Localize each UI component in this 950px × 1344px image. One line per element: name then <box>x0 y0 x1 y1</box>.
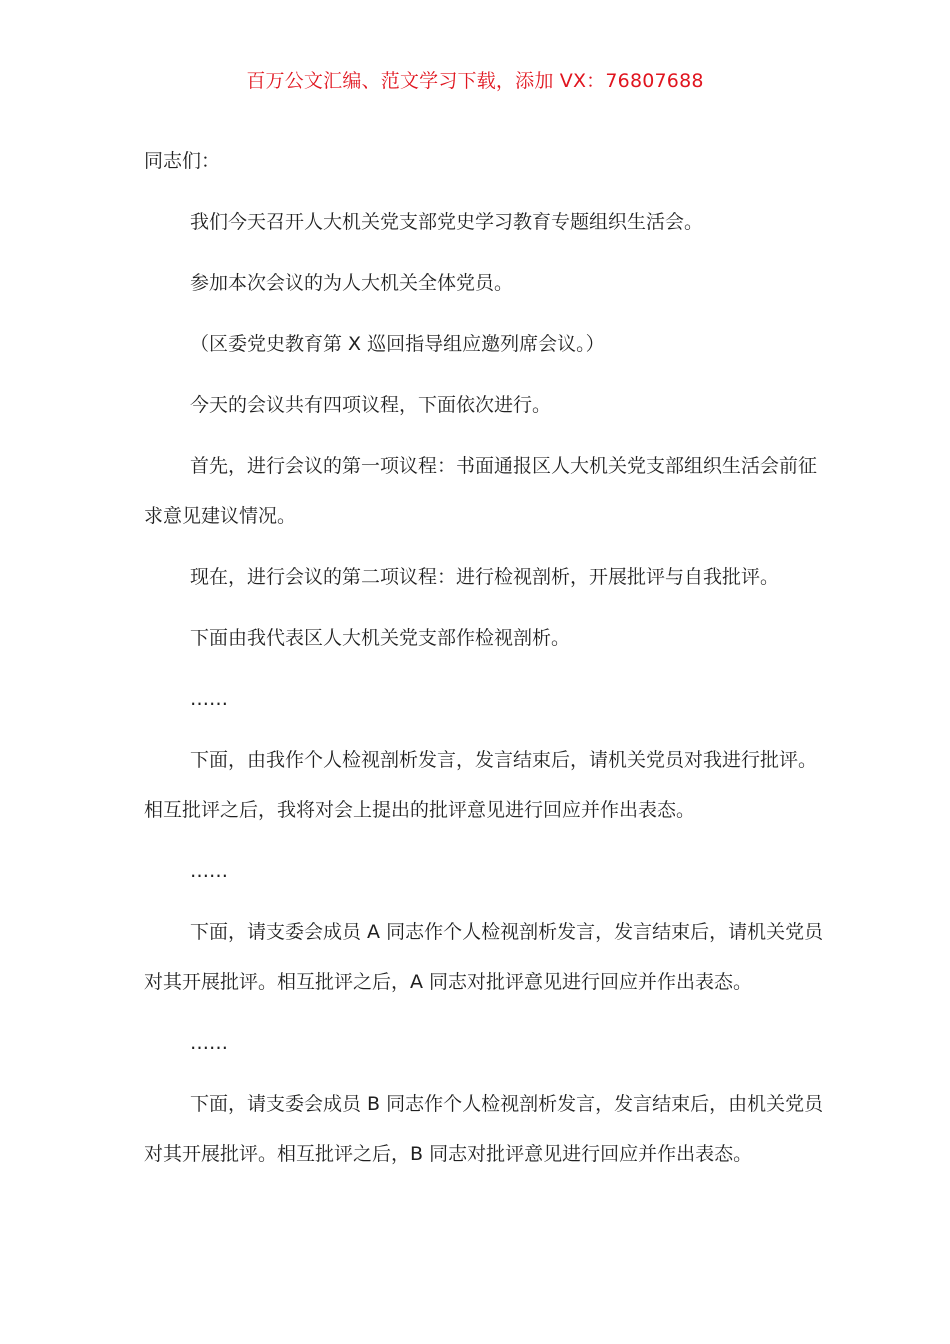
ellipsis-line: …… <box>190 688 228 710</box>
paragraph: 下面，请支委会成员 B 同志作个人检视剖析发言，发言结束后，由机关党员对其开展批评。相互批评之后，B 同志对批评意见进行回应并作出表态。 <box>144 1093 824 1165</box>
watermark-banner: 百万公文汇编、范文学习下载，添加 VX：76807688 <box>246 70 704 92</box>
ellipsis-line: …… <box>190 860 228 882</box>
paragraph: 我们今天召开人大机关党支部党史学习教育专题组织生活会。 <box>190 211 704 233</box>
paragraph: 参加本次会议的为人大机关全体党员。 <box>190 272 514 294</box>
paragraph: （区委党史教育第 X 巡回指导组应邀列席会议。） <box>190 333 605 355</box>
paragraph: 下面，由我作个人检视剖析发言，发言结束后，请机关党员对我进行批评。相互批评之后，我将对会上提出的批评意见进行回应并作出表态。 <box>144 749 818 821</box>
paragraph: 首先，进行会议的第一项议程：书面通报区人大机关党支部组织生活会前征求意见建议情况。 <box>144 455 818 527</box>
document-body <box>144 136 824 1179</box>
ellipsis-line: …… <box>190 1032 228 1054</box>
paragraph: 今天的会议共有四项议程，下面依次进行。 <box>190 394 552 416</box>
paragraph: 现在，进行会议的第二项议程：进行检视剖析，开展批评与自我批评。 <box>190 566 780 588</box>
salutation: 同志们： <box>144 150 221 172</box>
paragraph: 下面由我代表区人大机关党支部作检视剖析。 <box>190 627 571 649</box>
paragraph: 下面，请支委会成员 A 同志作个人检视剖析发言，发言结束后，请机关党员对其开展批评。相互批评之后，A 同志对批评意见进行回应并作出表态。 <box>144 921 824 993</box>
